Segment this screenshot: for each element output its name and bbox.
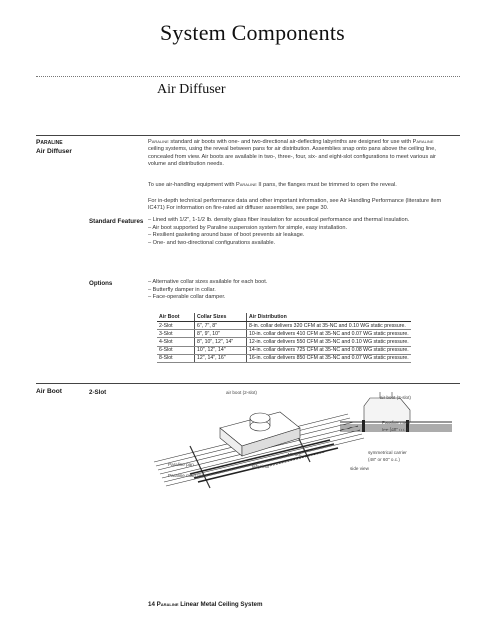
table-cell: 8-Slot xyxy=(157,354,195,362)
caption-paraline-pan: Paraline pan xyxy=(168,462,194,467)
standard-features-label: Standard Features xyxy=(89,218,144,225)
intro-text-1a: standard air boots with one- and two-directional air-deflecting labyrinths are designed for use with xyxy=(168,139,412,145)
list-item: – Face-operable collar damper. xyxy=(148,294,226,300)
table-cell: 3-Slot xyxy=(157,330,195,338)
table-cell: 12", 14", 16" xyxy=(195,354,247,362)
caption-boot-side: air boot (2-slot) xyxy=(380,395,411,400)
brand-inline: Paraline xyxy=(412,139,434,145)
table-cell: 6-Slot xyxy=(157,346,195,354)
table-cell: 16-in. collar delivers 850 CFM at 35-NC and 0.07 WG static pressure. xyxy=(247,354,411,362)
table-cell: 8", 10", 12", 14" xyxy=(195,338,247,346)
page-title: System Components xyxy=(160,20,345,45)
caption-labyrinth: labyrinth xyxy=(252,464,270,469)
table-header: Air Distribution xyxy=(247,313,411,322)
brand-inline: Paraline xyxy=(148,139,169,145)
section-subtitle: Air Diffuser xyxy=(157,82,226,97)
caption-side-view: side view xyxy=(350,466,369,471)
table-row xyxy=(157,354,411,362)
table-row xyxy=(157,330,411,338)
intro-text-2a: To use air-handling equipment with xyxy=(148,182,236,188)
air-boot-isometric-drawing xyxy=(150,388,370,503)
table-cell: 6", 7", 8" xyxy=(195,322,247,330)
footer-text: Linear Metal Ceiling System xyxy=(180,601,263,608)
table-cell: 14-in. collar delivers 725 CFM at 35-NC and 0.08 WG static pressure. xyxy=(247,346,411,354)
caption-spacing: 48" o.c. xyxy=(287,452,303,457)
table-header: Air Boot xyxy=(157,313,195,322)
table-header: Collar Sizes xyxy=(195,313,247,322)
list-item: – Lined with 1/2", 1-1/2 lb. density glass fiber insulation for acoustical performance and thermal insulation. xyxy=(148,217,410,223)
brand-inline: Paraline xyxy=(236,182,257,188)
air-boot-sublabel: 2-Slot xyxy=(89,389,107,396)
brand-label: Paraline xyxy=(36,139,63,146)
options-list xyxy=(148,279,458,302)
header-divider xyxy=(36,76,460,77)
table-cell: 12-in. collar delivers 550 CFM at 35-NC and 0.10 WG static pressure. xyxy=(247,338,411,346)
page-footer xyxy=(148,601,262,608)
footer-brand: Paraline xyxy=(156,601,179,608)
caption-main-tee-side-1: Paraline main xyxy=(382,420,411,425)
table-cell: 2-Slot xyxy=(157,322,195,330)
caption-main-tee-side-2: tee (48" o.c.) xyxy=(382,427,409,432)
section-label: Air Diffuser xyxy=(36,148,72,155)
table-row xyxy=(157,346,411,354)
table-row xyxy=(157,322,411,330)
air-boot-label: Air Boot xyxy=(36,388,63,395)
table-row xyxy=(157,338,411,346)
intro-text-1b: ceiling systems, using the reveal between pans for air distribution. Assemblies snap onto pans above the ceiling line, concealed from view. Air boots are available in two-, three-, four, six- and eight-slot configurations to meet various air volume and distribution needs. xyxy=(148,146,436,167)
caption-boot-top: air boot (2-slot) xyxy=(226,390,257,395)
table-cell: 8-in. collar delivers 320 CFM at 35-NC and 0.10 WG static pressure. xyxy=(247,322,411,330)
intro-paragraph-2 xyxy=(148,182,450,189)
caption-carrier-2: (48" or 60" o.c.) xyxy=(368,457,400,462)
options-label: Options xyxy=(89,280,113,287)
standard-features-list xyxy=(148,217,458,247)
air-boot-table xyxy=(157,313,411,363)
list-item: – Resilient gasketing around base of boot prevents air leakage. xyxy=(148,232,305,238)
section-rule xyxy=(36,383,460,384)
list-item: – Air boot supported by Paraline suspension system for simple, easy installation. xyxy=(148,224,347,231)
table-cell: 8", 9", 10" xyxy=(195,330,247,338)
table-cell: 10-in. collar delivers 410 CFM at 35-NC and 0.07 WG static pressure. xyxy=(247,330,411,338)
section-rule xyxy=(36,135,460,136)
table-header-row xyxy=(157,313,411,322)
page-number: 14 xyxy=(148,601,155,608)
caption-carrier-1: symmetrical carrier xyxy=(368,450,407,455)
intro-paragraph-1 xyxy=(148,139,450,168)
caption-main-tee: Paraline main tee xyxy=(168,473,204,478)
list-item: – One- and two-directional configurations available. xyxy=(148,239,276,246)
table-cell: 10", 12", 14" xyxy=(195,346,247,354)
intro-paragraph-3: For in-depth technical performance data and other important information, see Air Handling Performance (literature item IC471) For information on fire-rated air diffuser assemblies, see page 30. xyxy=(148,198,442,212)
list-item: – Alternative collar sizes available for each boot. xyxy=(148,279,268,285)
list-item: – Butterfly damper in collar. xyxy=(148,286,216,293)
intro-text-2b: II pans, the flanges must be trimmed to open the reveal. xyxy=(256,182,397,188)
table-cell: 4-Slot xyxy=(157,338,195,346)
